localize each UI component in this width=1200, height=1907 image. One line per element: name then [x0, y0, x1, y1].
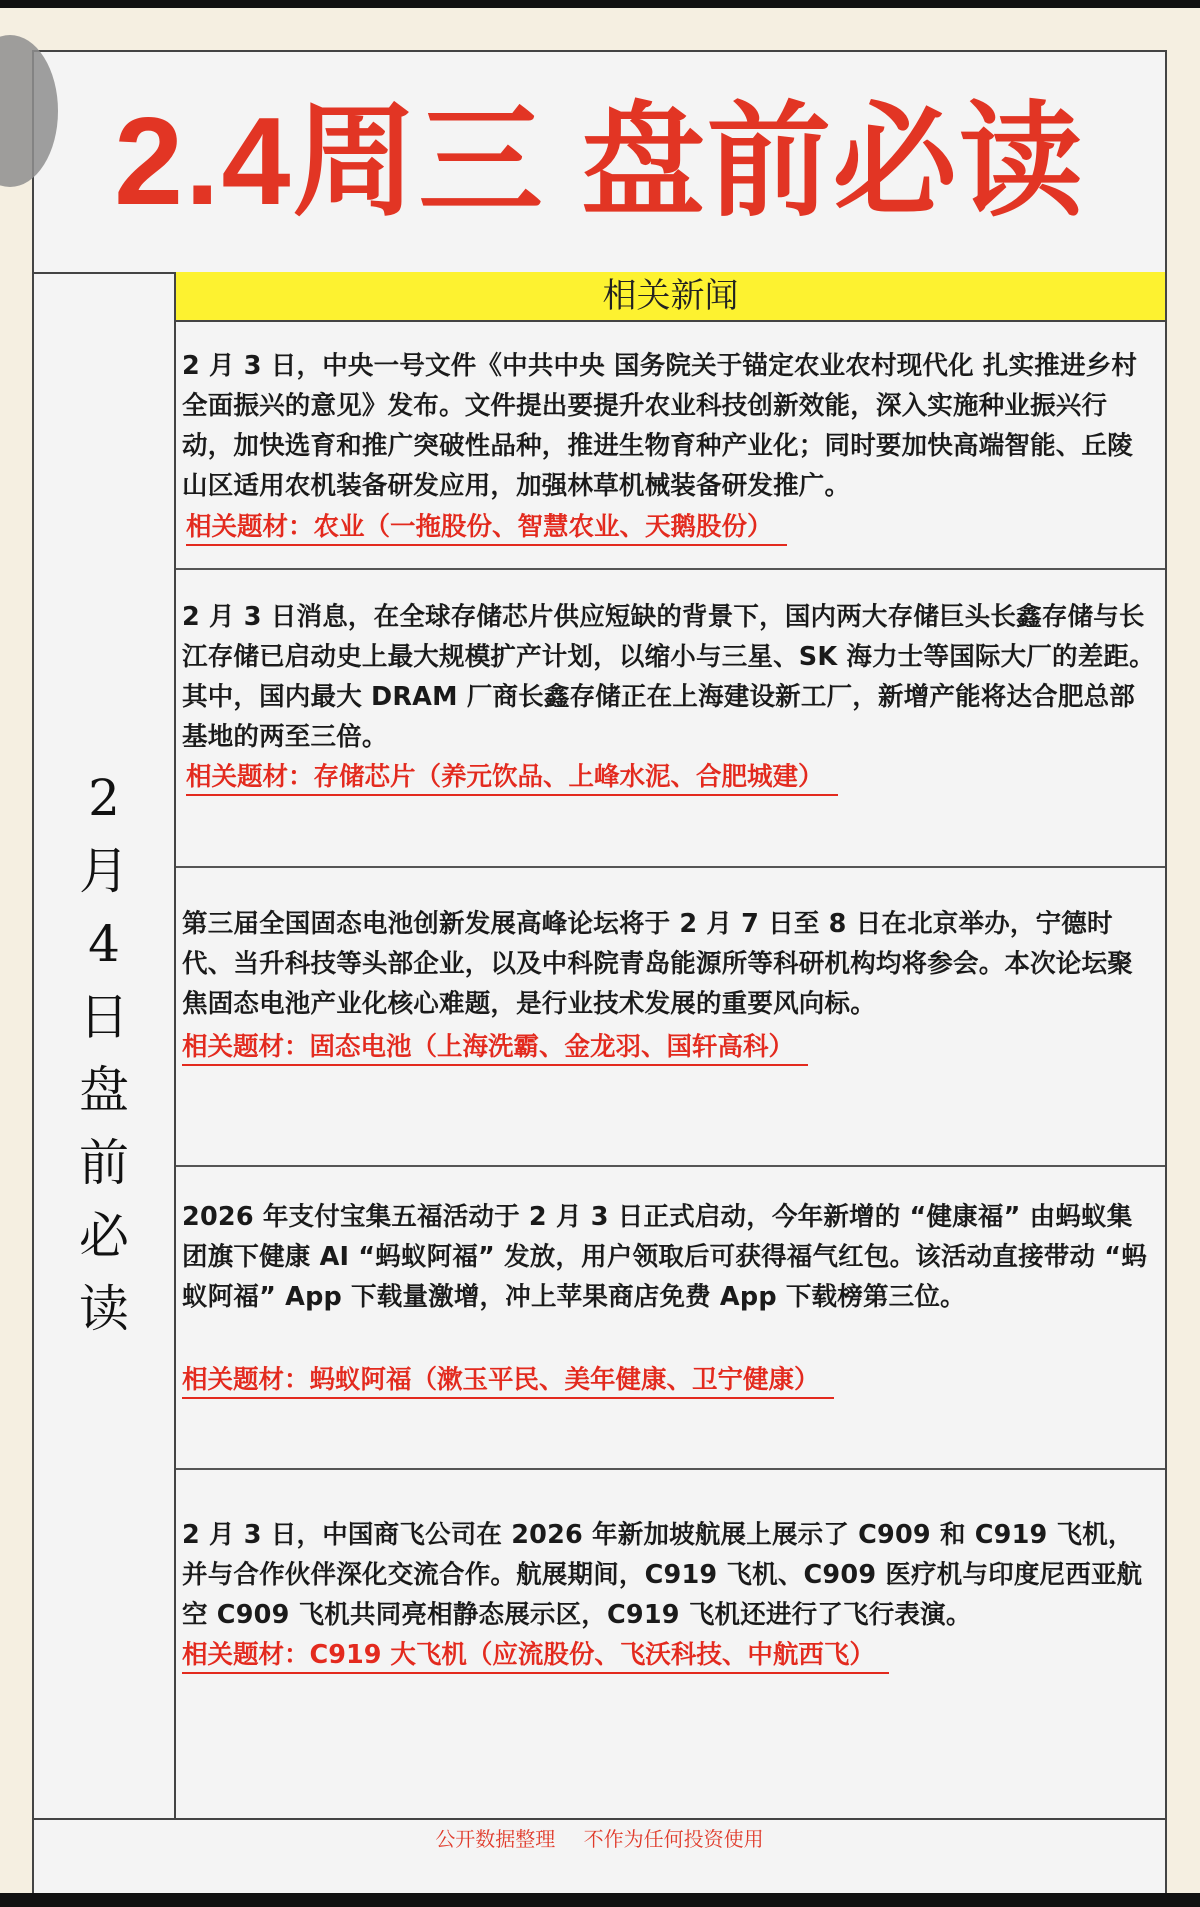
news-item-agriculture	[176, 322, 1165, 570]
side-column	[34, 272, 176, 1818]
title-area	[34, 52, 1165, 274]
news-body: 2 月 3 日消息，在全球存储芯片供应短缺的背景下，国内两大存储巨头长鑫存储与长江存储已启动史上最大规模扩产计划，以缩小与三星、SK 海力士等国际大厂的差距。其中，国内最大 DRAM 厂商长鑫存储正在上海建设新工厂，新增产能将达合肥总部基地的两至三倍。	[182, 602, 1155, 752]
news-item-memory-chips	[176, 570, 1165, 868]
side-label	[34, 762, 174, 1346]
news-item-solid-state-battery	[176, 868, 1165, 1167]
side-char: 日	[79, 988, 129, 1046]
news-topic: 相关题材：存储芯片（养元饮品、上峰水泥、合肥城建）	[186, 760, 838, 796]
news-column	[176, 272, 1165, 1818]
side-char: 月	[79, 842, 129, 900]
footer-text: 公开数据整理	[435, 1827, 556, 1851]
news-body: 第三届全国固态电池创新发展高峰论坛将于 2 月 7 日至 8 日在北京举办，宁德时代、当升科技等头部企业，以及中科院青岛能源所等科研机构均将参会。本次论坛聚焦固态电池产业化核心难题，是行业技术发展的重要风向标。	[182, 909, 1133, 1019]
news-body: 2 月 3 日，中国商飞公司在 2026 年新加坡航展上展示了 C909 和 C919 飞机，并与合作伙伴深化交流合作。航展期间，C919 飞机、C909 医疗机与印度尼西亚航空 C909 飞机共同亮相静态展示区，C919 飞机还进行了飞行表演。	[182, 1520, 1143, 1630]
news-body: 2 月 3 日，中央一号文件《中共中央 国务院关于锚定农业农村现代化 扎实推进乡村全面振兴的意见》发布。文件提出要提升农业科技创新效能，深入实施种业振兴行动，加快选育和推广突破性品种，推进生物育种产业化；同时要加快高端智能、丘陵山区适用农机装备研发应用，加强林草机械装备研发推广。	[182, 351, 1138, 501]
news-item-ant-afu	[176, 1167, 1165, 1470]
news-topic: 相关题材：蚂蚁阿福（漱玉平民、美年健康、卫宁健康）	[182, 1363, 834, 1399]
side-char: 4	[88, 915, 120, 973]
bottom-edge-bar	[0, 1893, 1200, 1907]
side-char: 读	[79, 1280, 129, 1338]
page-title: 2.4周三 盘前必读	[114, 93, 1085, 231]
footer-disclaimer	[34, 1818, 1165, 1858]
side-char: 盘	[79, 1061, 129, 1119]
footer-text: 不作为任何投资使用	[583, 1827, 764, 1851]
side-char: 前	[79, 1134, 129, 1192]
news-topic: 相关题材：C919 大飞机（应流股份、飞沃科技、中航西飞）	[182, 1638, 889, 1674]
section-header: 相关新闻	[176, 272, 1165, 322]
news-topic: 相关题材：固态电池（上海洗霸、金龙羽、国轩高科）	[182, 1030, 808, 1066]
top-edge-bar	[0, 0, 1200, 8]
side-char: 2	[88, 769, 120, 827]
news-topic: 相关题材：农业（一拖股份、智慧农业、天鹅股份）	[186, 510, 787, 546]
news-body: 2026 年支付宝集五福活动于 2 月 3 日正式启动，今年新增的 “健康福” 由蚂蚁集团旗下健康 AI “蚂蚁阿福” 发放，用户领取后可获得福气红包。该活动直接带动 “蚂蚁阿福” App 下载量激增，冲上苹果商店免费 App 下载榜第三位。	[182, 1202, 1147, 1312]
news-item-c919	[176, 1470, 1165, 1818]
side-char: 必	[79, 1207, 129, 1265]
briefing-sheet	[32, 50, 1167, 1900]
